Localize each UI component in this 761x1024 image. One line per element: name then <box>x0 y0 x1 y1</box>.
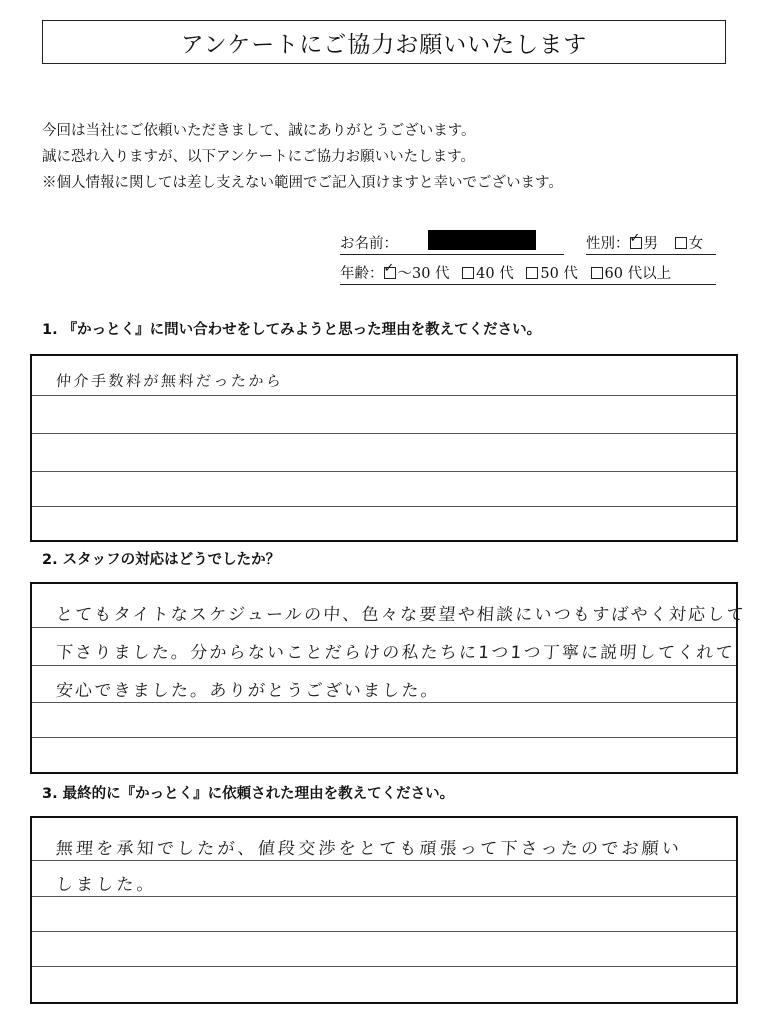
handwritten-answer-line: 安心できました。ありがとうございました。 <box>55 681 441 701</box>
gender-female-label: 女 <box>688 236 704 252</box>
intro-line: 今回は当社にご依頼いただきまして、誠にありがとうございます。 <box>42 123 476 139</box>
name-underline <box>340 254 564 255</box>
gender-male-label: 男 <box>643 236 658 252</box>
ruled-line <box>32 471 736 472</box>
ruled-line <box>32 627 736 628</box>
ruled-line <box>32 860 736 861</box>
check-mark-icon: ✓ <box>629 231 641 246</box>
ruled-line <box>32 433 736 434</box>
handwritten-answer-line: 下さりました。分からないことだらけの私たちに1つ1つ丁寧に説明してくれて <box>55 643 736 663</box>
age-underline <box>340 284 716 285</box>
question-2: 2. スタッフの対応はどうでしたか？ <box>42 552 281 568</box>
handwritten-answer-line: とてもタイトなスケジュールの中、色々な要望や相談にいつもすばやく対応して <box>55 605 747 625</box>
age-30-checkbox[interactable] <box>383 261 396 279</box>
answer-box-1[interactable] <box>30 354 738 542</box>
name-label: お名前： <box>340 236 398 252</box>
ruled-line <box>32 966 736 967</box>
ruled-line <box>32 737 736 738</box>
question-1: 1. 『かっとく』に問い合わせをしてみようと思った理由を教えてください。 <box>42 322 542 338</box>
ruled-line <box>32 395 736 396</box>
age-50-checkbox[interactable] <box>526 267 538 279</box>
age-40-label: 40 代 <box>476 266 514 282</box>
ruled-line <box>32 896 736 897</box>
ruled-line <box>32 506 736 507</box>
gender-female-checkbox[interactable] <box>675 237 687 249</box>
handwritten-answer-line: しました。 <box>55 875 158 895</box>
handwritten-answer-line: 仲介手数料が無料だったから <box>55 372 285 390</box>
intro-line: 誠に恐れ入りますが、以下アンケートにご協力お願いいたします。 <box>42 149 475 165</box>
question-3: 3. 最終的に『かっとく』に依頼された理由を教えてください。 <box>42 786 455 802</box>
check-mark-icon: ✓ <box>383 261 395 276</box>
age-60-label: 60 代以上 <box>604 266 672 282</box>
age-label: 年齢： <box>340 266 384 282</box>
age-40-checkbox[interactable] <box>462 267 474 279</box>
age-field <box>340 262 671 283</box>
intro-line: ※個人情報に関しては差し支えない範囲でご記入頂けますと幸いでございます。 <box>42 175 563 191</box>
gender-male-checkbox[interactable] <box>629 231 642 249</box>
age-60-checkbox[interactable] <box>591 267 603 279</box>
gender-underline <box>586 254 716 255</box>
ruled-line <box>32 931 736 932</box>
handwritten-answer-line: 無理を承知でしたが、値段交渉をとても頑張って下さったのでお願い <box>55 839 683 859</box>
answer-box-2[interactable] <box>30 582 747 774</box>
ruled-line <box>32 665 736 666</box>
intro-text <box>42 118 563 196</box>
answer-box-3[interactable] <box>30 816 738 1004</box>
survey-title: アンケートにご協力お願いいたします <box>42 20 726 64</box>
gender-field <box>586 232 703 253</box>
ruled-line <box>32 702 736 703</box>
gender-label: 性別： <box>586 236 630 252</box>
redacted-name <box>428 230 536 250</box>
age-50-label: 50 代 <box>540 266 578 282</box>
age-30-label: ～30 代 <box>397 266 450 282</box>
